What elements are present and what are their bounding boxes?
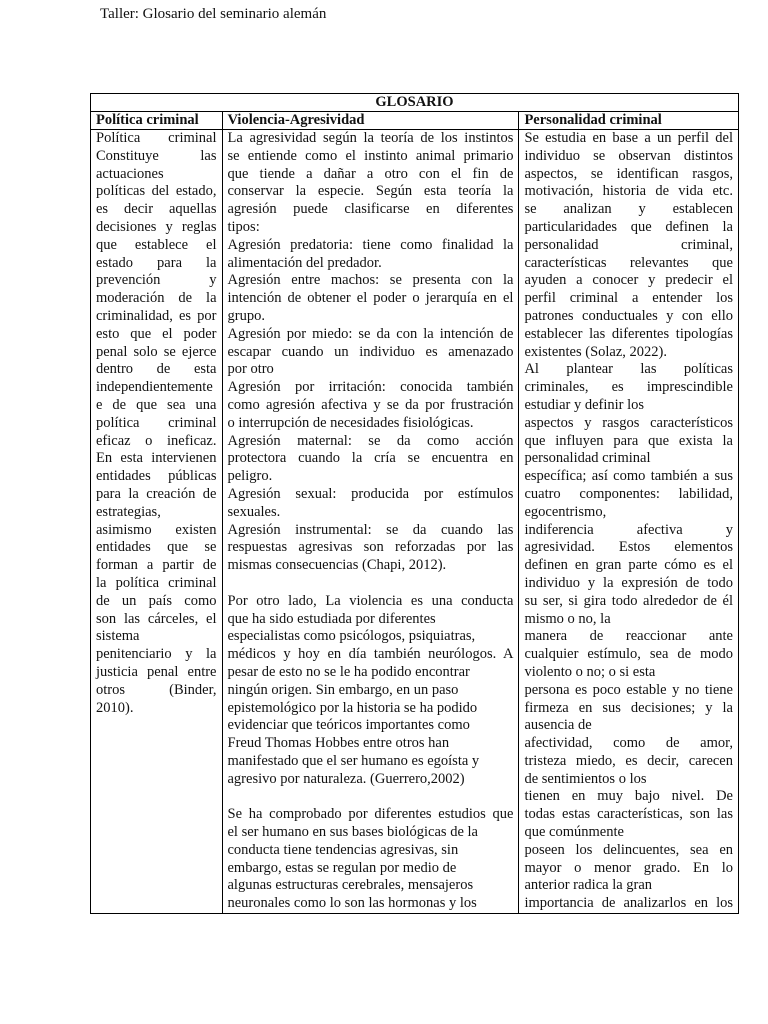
text-line: ayuden a conocer y predecir el [524,272,733,289]
text-line: conservar la especie. Según esta teoría la [227,183,514,200]
text-line: es decir aquellas [96,201,217,218]
glossary-table [90,93,739,914]
text-line: específica; así como también a sus [524,468,733,485]
text-line: independientemente [96,379,213,396]
text-line: agresión puede clasificarse en diferentes [227,201,514,218]
text-line: la política criminal [96,574,217,591]
text-line: se analizan y establecen [524,201,733,218]
personalidad-criminal-text [519,130,739,914]
text-line: esto que el poder [96,325,217,342]
text-line: Por otro lado, La violencia es una conducta [227,592,514,609]
text-line: aspectos y rasgos característicos [524,414,733,431]
text-line: que influyen para que exista la [524,432,733,449]
violencia-agresividad-text [222,130,519,914]
text-line: poseen los delincuentes, sea en [524,841,733,858]
text-line: médicos y hoy en día también neurólogos. A [227,646,514,663]
text-line: ausencia de [524,717,592,734]
text-line: sistema [96,628,140,645]
text-line: perfil criminal a entender los [524,290,733,307]
text-line: embargo, estas se regulan por medio de [227,859,457,876]
text-line: Agresión entre machos: se presenta con la [227,272,514,289]
text-line: tienen en muy bajo nivel. De [524,788,733,805]
text-line: firmeza en sus decisiones; y la [524,699,733,716]
text-line: por otro [227,361,274,378]
text-line: neuronales como lo son las hormonas y los [227,895,477,912]
politica-criminal-text [91,130,223,914]
text-line: escapar cuando un individuo es amenazado [227,343,514,360]
text-line: violento o no; o si esta [524,663,656,680]
text-line: otros (Binder, [96,681,217,698]
text-line: Agresión instrumental: se da cuando las [227,521,514,538]
text-line: que tiende a dañar a otro con el fin de [227,165,514,182]
text-line: características relevantes que [524,254,733,271]
text-line: Política criminal [96,130,217,146]
text-line: tristeza miedo, es decir, carecen [524,752,733,769]
text-line: Freud Thomas Hobbes entre otros han [227,735,450,752]
text-line: penitenciario y la [96,646,217,663]
text-line: el ser humano en sus bases biológicas de la [227,824,478,841]
text-line: para la creación de [96,485,217,502]
text-line: personalidad criminal [524,450,651,467]
text-line: justicia penal entre [96,663,217,680]
text-line: Constituye las [96,147,217,164]
text-line: criminales, es imprescindible [524,379,733,396]
text-line: establecer las diferentes tipologías [524,325,733,342]
text-line: Agresión por miedo: se da con la intención de [227,325,514,342]
text-line: La agresividad según la teoría de los instintos [227,130,514,146]
text-line: forman a partir de [96,557,217,574]
text-line: estudiar y definir los [524,396,645,413]
text-line: dentro de esta [96,361,217,378]
text-line: de un país como [96,592,217,609]
text-line: afectividad, como de amor, [524,735,733,752]
text-line: decisiones y reglas [96,218,217,235]
text-line: criminalidad, es por [96,307,217,324]
text-line: grupo. [227,307,265,324]
text-line: individuo y la expresión de todo [524,574,733,591]
text-line: se entiende como el instinto animal primario [227,147,514,164]
text-line: algunas estructuras cerebrales, mensajeros [227,877,474,894]
text-line: su ser, si gira todo alrededor de él [524,592,733,609]
text-line: tipos: [227,218,260,235]
text-line: de sentimientos o los [524,770,647,787]
text-line: evidenciar que teóricos importantes como [227,717,470,734]
text-line: Agresión maternal: se da como acción [227,432,514,449]
text-line: mismo o no, la [524,610,611,627]
text-line: actuaciones [96,165,164,182]
text-line: agresivo por naturaleza. (Guerrero,2002) [227,770,465,787]
text-line: entidades públicas [96,468,217,485]
text-line: e de que sea una [96,396,217,413]
text-line: como agresión afectiva y se da por frustración [227,396,514,413]
text-line: moderación de la [96,290,217,307]
text-line: protectora cuando la cría se encuentra en [227,450,514,467]
text-line: agresividad. Estos elementos [524,539,733,556]
text-line: manifestado que el ser humano es egoísta y [227,752,480,769]
text-line: penal solo se ejerce [96,343,217,360]
text-line: política criminal [96,414,217,431]
text-line: motivación, historia de vida etc. [524,183,733,200]
text-line: Se estudia en base a un perfil del [524,130,733,146]
paragraph-gap [228,575,514,593]
text-line: particularidades que definen la [524,218,733,235]
text-line: cualquier estímulo, sea de modo [524,646,733,663]
text-line: especialistas como psicólogos, psiquiatras, [227,628,476,645]
text-line: patrones conductuales y con ello [524,307,733,324]
text-line: Agresión predatoria: tiene como finalidad la [227,236,514,253]
paragraph-gap [228,788,514,806]
text-line: estado para la [96,254,217,271]
text-line: que comúnmente [524,824,624,841]
text-line: mismas consecuencias (Chapi, 2012). [227,557,447,574]
heading-personalidad-criminal: Personalidad criminal [519,112,739,130]
text-line: epistemológico por la historia se ha podido [227,699,478,716]
text-line: alimentación del predador. [227,254,382,271]
column-heading-row [91,112,739,130]
text-line: Al plantear las políticas [524,361,733,378]
page-header: Taller: Glosario del seminario alemán [100,6,327,22]
text-line: definen en gran parte cómo es el [524,557,733,574]
text-line: asimismo existen [96,521,217,538]
text-line: existentes (Solaz, 2022). [524,343,668,360]
text-line: estrategias, [96,503,161,520]
text-line: individuo se observan distintos [524,147,733,164]
text-line: Agresión sexual: producida por estímulos [227,485,514,502]
text-line: respuestas agresivas son reforzadas por las [227,539,514,556]
text-line: persona es poco estable y no tiene [524,681,733,698]
text-line: mayor o menor grado. En lo [524,859,733,876]
text-line: anterior radica la gran [524,877,653,894]
text-line: conducta tiene tendencias agresivas, sin [227,841,459,858]
text-line: aspectos, se identifican rasgos, [524,165,733,182]
text-line: ningún origen. Sin embargo, en un paso [227,681,459,698]
glossary-title: GLOSARIO [91,94,739,112]
text-line: Agresión por irritación: conocida también [227,379,514,396]
text-line: prevención y [96,272,217,289]
text-line: egocentrismo, [524,503,607,520]
text-line: Se ha comprobado por diferentes estudios que [227,806,514,823]
text-line: intención de obtener el poder o jerarquía en el [227,290,514,307]
text-line: son las cárceles, el [96,610,217,627]
heading-politica-criminal: Política criminal [91,112,223,130]
body-row [91,130,739,914]
text-line: personalidad criminal, [524,236,733,253]
text-line: En esta intervienen [96,450,217,467]
text-line: indiferencia afectiva y [524,521,733,538]
text-line: todas estas características, son las [524,806,733,823]
text-line: importancia de analizarlos en los [524,895,733,912]
text-line: cuatro componentes: labilidad, [524,485,733,502]
glossary-title-row [91,94,739,112]
text-line: políticas del estado, [96,183,217,200]
text-line: que ha sido estudiada por diferentes [227,610,436,627]
text-line: sexuales. [227,503,281,520]
text-line: entidades que se [96,539,217,556]
text-line: peligro. [227,468,273,485]
text-line: 2010). [96,699,134,716]
text-line: que establece el [96,236,217,253]
text-line: eficaz o ineficaz. [96,432,217,449]
heading-violencia-agresividad: Violencia-Agresividad [222,112,519,130]
text-line: pesar de esto no se le ha podido encontrar [227,663,470,680]
text-line: o interrupción de necesidades fisiológicas. [227,414,474,431]
text-line: manera de reaccionar ante [524,628,733,645]
